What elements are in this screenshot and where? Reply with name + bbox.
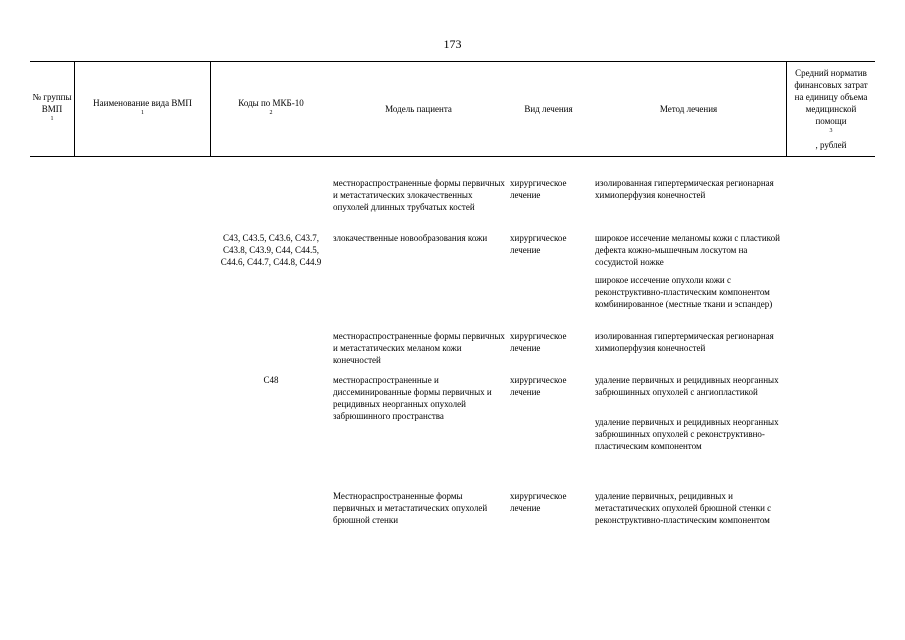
header-icd-codes: Коды по МКБ-10 $^2$ [238,98,304,116]
table-cell-treatment-method: изолированная гипертермическая регионарная химиоперфузия конечностей [595,178,774,200]
table-cell-treatment-type: хирургическое лечение [510,233,567,255]
table-cell-treatment-method: широкое иссечение опухоли кожи с реконструктивно-пластическим компонентом комбинированное (местные ткани и эспандер) [595,275,773,309]
table-cell-treatment-type: хирургическое лечение [510,178,567,200]
table-cell-treatment-type: хирургическое лечение [510,375,567,397]
table-cell-patient-model: местнораспространенные формы первичных и метастатических злокачественных опухолей длинных трубчатых костей [333,178,505,212]
header-group-no: № группы ВМП $^1$ [32,92,72,122]
table-cell-icd-codes: C48 [263,375,279,385]
page-number: 173 [443,37,462,51]
table-cell-treatment-type: хирургическое лечение [510,331,567,353]
table-cell-patient-model: Местнораспространенные формы первичных и метастатических опухолей брюшной стенки [333,491,488,525]
table-cell-treatment-method: удаление первичных и рецидивных неорганных забрюшинных опухолей с ангиопластикой [595,375,779,397]
table-cell-treatment-method: удаление первичных, рецидивных и метастатических опухолей брюшной стенки с реконструктивно-пластическим компонентом [595,491,772,525]
table-cell-patient-model: злокачественные новообразования кожи [333,233,488,243]
table-cell-treatment-type: хирургическое лечение [510,491,567,513]
header-patient-model: Модель пациента [385,104,452,114]
table-cell-treatment-method: изолированная гипертермическая регионарная химиоперфузия конечностей [595,331,774,353]
table-cell-treatment-method: удаление первичных и рецидивных неорганных забрюшинных опухолей с реконструктивно-пластическим компонентом [595,417,779,451]
table-cell-treatment-method: широкое иссечение меланомы кожи с пластикой дефекта кожно-мышечным лоскутом на сосудистой ножке [595,233,780,267]
table-cell-icd-codes: C43, C43.5, C43.6, C43.7, C43.8, C43.9, C44, C44.5, C44.6, C44.7, C44.8, C44.9 [220,233,322,267]
header-cost-standard: Средний норматив финансовых затрат на единицу объема медицинской помощи $^3$ , рублей [794,68,868,150]
header-treatment-type: Вид лечения [524,104,573,114]
table-cell-patient-model: местнораспространенные и диссеминированные формы первичных и рецидивных неорганных опухолей забрюшинного пространства [333,375,492,421]
table-cell-patient-model: местнораспространенные формы первичных и метастатических меланом кожи конечностей [333,331,505,365]
header-treatment-method: Метод лечения [659,104,718,114]
header-vmp-name: Наименование вида ВМП $^1$ [93,98,192,116]
